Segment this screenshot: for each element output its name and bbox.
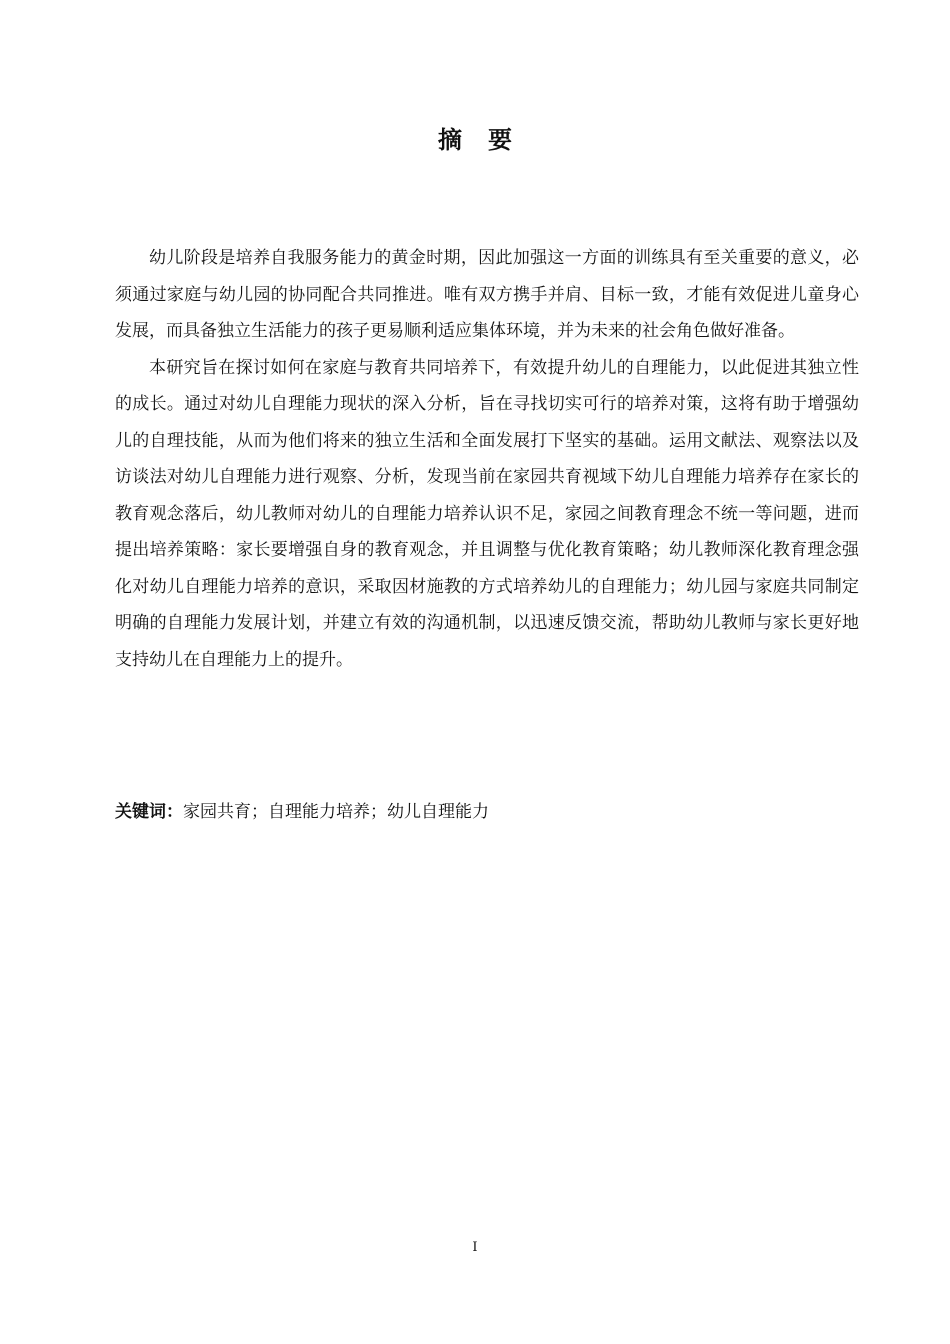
abstract-title: 摘要 [438,126,538,154]
keywords-line [115,794,859,830]
abstract-paragraph-1: 幼儿阶段是培养自我服务能力的黄金时期，因此加强这一方面的训练具有至关重要的意义，必须通过家庭与幼儿园的协同配合共同推进。唯有双方携手并肩、目标一致，才能有效促进儿童身心发展，而具备独立生活能力的孩子更易顺利适应集体环境，并为未来的社会角色做好准备。 [115,248,859,341]
keywords-value: 家园共育；自理能力培养；幼儿自理能力 [183,802,489,822]
keywords-label: 关键词： [115,802,183,822]
abstract-body [115,240,859,678]
page-number: I [472,1240,478,1255]
abstract-paragraph-2: 本研究旨在探讨如何在家庭与教育共同培养下，有效提升幼儿的自理能力，以此促进其独立性的成长。通过对幼儿自理能力现状的深入分析，旨在寻找切实可行的培养对策，这将有助于增强幼儿的自理技能，从而为他们将来的独立生活和全面发展打下坚实的基础。运用文献法、观察法以及访谈法对幼儿自理能力进行观察、分析，发现当前在家园共育视域下幼儿自理能力培养存在家长的教育观念落后，幼儿教师对幼儿的自理能力培养认识不足，家园之间教育理念不统一等问题，进而提出培养策略：家长要增强自身的教育观念，并且调整与优化教育策略；幼儿教师深化教育理念强化对幼儿自理能力培养的意识，采取因材施教的方式培养幼儿的自理能力；幼儿园与家庭共同制定明确的自理能力发展计划，并建立有效的沟通机制，以迅速反馈交流，帮助幼儿教师与家长更好地支持幼儿在自理能力上的提升。 [115,357,859,670]
